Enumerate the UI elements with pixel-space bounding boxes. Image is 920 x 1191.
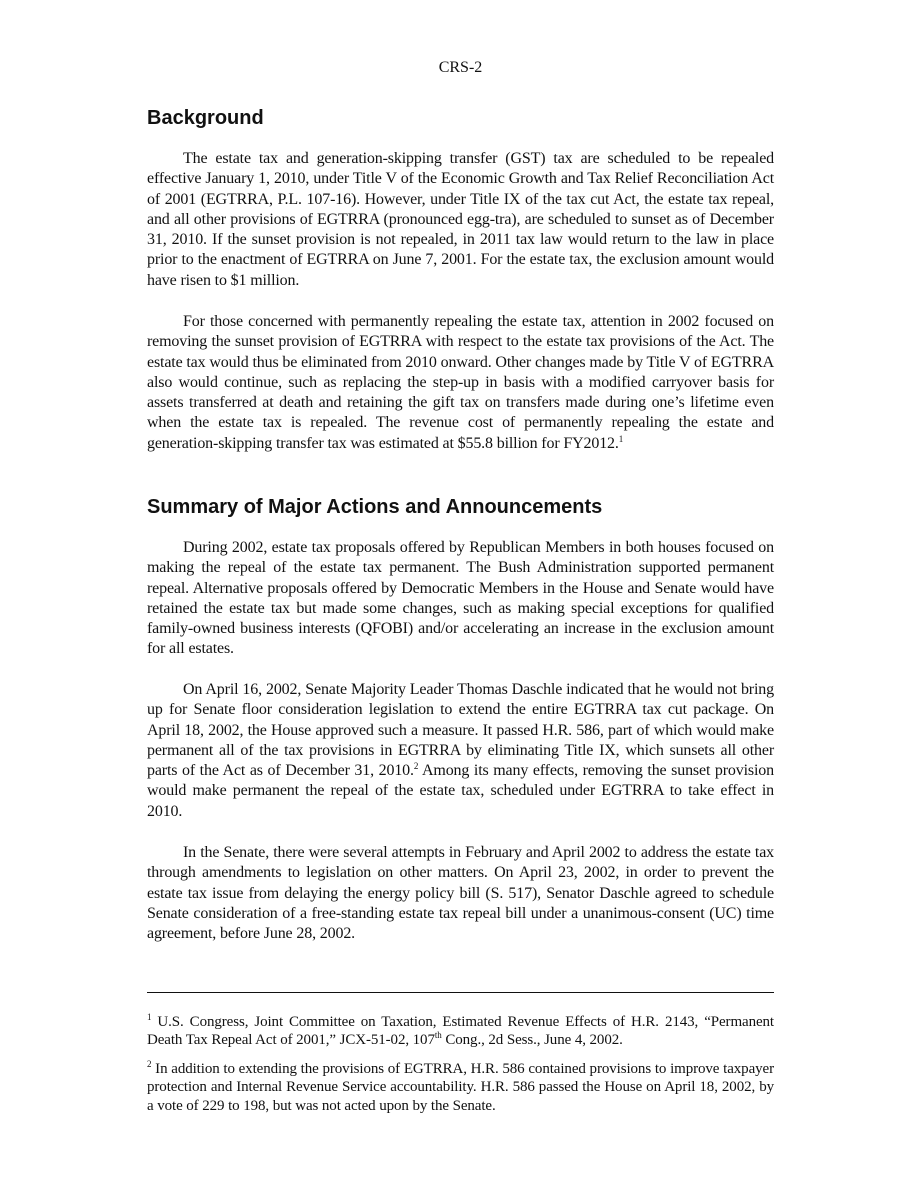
footnote-text: U.S. Congress, Joint Committee on Taxation, Estimated Revenue Effects of H.R. 2143, “Permanent Death Tax Repeal Act of 2001,” JCX-51-02, 107 [147,1014,774,1049]
footnote-separator [147,992,774,993]
footnote-mark-2: 2 [147,1059,152,1069]
footnote-1 [147,1013,774,1050]
heading-summary: Summary of Major Actions and Announcements [147,496,603,518]
document-page [147,0,774,1191]
footnote-text: In addition to extending the provisions of EGTRRA, H.R. 586 contained provisions to improve taxpayer protection and Internal Revenue Service accountability. H.R. 586 passed the House on April 18, 2002, by a vote of 229 to 198, but was not acted upon by the Senate. [147,1061,774,1114]
paragraph-text: On April 16, 2002, Senate Majority Leader Thomas Daschle indicated that he would not bring up for Senate floor consideration legislation to extend the entire EGTRRA tax cut package. On April 18, 2002, the House approved such a measure. It passed H.R. 586, part of which would make permanent all of the tax provisions in EGTRRA by eliminating Title IX, which sunsets all other parts of the Act as of December 31, 2010. [147,681,774,780]
page-number-header: CRS-2 [438,59,483,76]
footnote-text-tail: Cong., 2d Sess., June 4, 2002. [441,1032,623,1049]
heading-background: Background [147,107,264,129]
footnote-ref-2[interactable]: 2 [413,761,419,772]
footnote-2 [147,1060,774,1115]
footnote-mark-1: 1 [147,1012,152,1022]
paragraph-repeal-schedule: The estate tax and generation-skipping transfer (GST) tax are scheduled to be repealed effective January 1, 2010, under Title V of the Economic Growth and Tax Relief Reconciliation Act of 2001 (EGTRRA, P.L. 107-16). However, under Title IX of the tax cut Act, the estate tax repeal, and all other provisions of EGTRRA (pronounced egg-tra), are scheduled to sunset as of December 31, 2010. If the sunset provision is not repealed, in 2011 tax law would return to the law in place prior to the enactment of EGTRRA on June 7, 2001. For the estate tax, the exclusion amount would have risen to $1 million. [147,150,774,289]
paragraph-senate-attempts: In the Senate, there were several attempts in February and April 2002 to address the estate tax through amendments to legislation on other matters. On April 23, 2002, in order to prevent the estate tax issue from delaying the energy policy bill (S. 517), Senator Daschle agreed to schedule Senate consideration of a free-standing estate tax repeal bill under a unanimous-consent (UC) time agreement, before June 28, 2002. [147,844,774,943]
paragraph-proposals-2002: During 2002, estate tax proposals offered by Republican Members in both houses focused on making the repeal of the estate tax permanent. The Bush Administration supported permanent repeal. Alternative proposals offered by Democratic Members in the House and Senate would have retained the estate tax but made some changes, such as making special exceptions for qualified family-owned business interests (QFOBI) and/or accelerating an increase in the exclusion amount for all estates. [147,539,774,658]
paragraph-text-tail: Among its many effects, removing the sunset provision would make permanent the repeal of the estate tax, scheduled under EGTRRA to take effect in 2010. [147,762,775,820]
paragraph-house-measure [147,680,774,822]
footnote-ref-1[interactable]: 1 [618,433,624,444]
paragraph-text: For those concerned with permanently repealing the estate tax, attention in 2002 focused on removing the sunset provision of EGTRRA with respect to the estate tax provisions of the Act. The estate tax would thus be eliminated from 2010 onward. Other changes made by Title V of EGTRRA also would continue, such as replacing the step-up in basis with a modified carryover basis for assets transferred at death and retaining the gift tax on transfers made during one’s lifetime even when the estate tax is repealed. The revenue cost of permanently repealing the estate and generation-skipping transfer tax was estimated at $55.8 billion for FY2012. [147,313,774,452]
ordinal-suffix: th [434,1030,442,1041]
paragraph-permanent-repeal [147,312,774,454]
